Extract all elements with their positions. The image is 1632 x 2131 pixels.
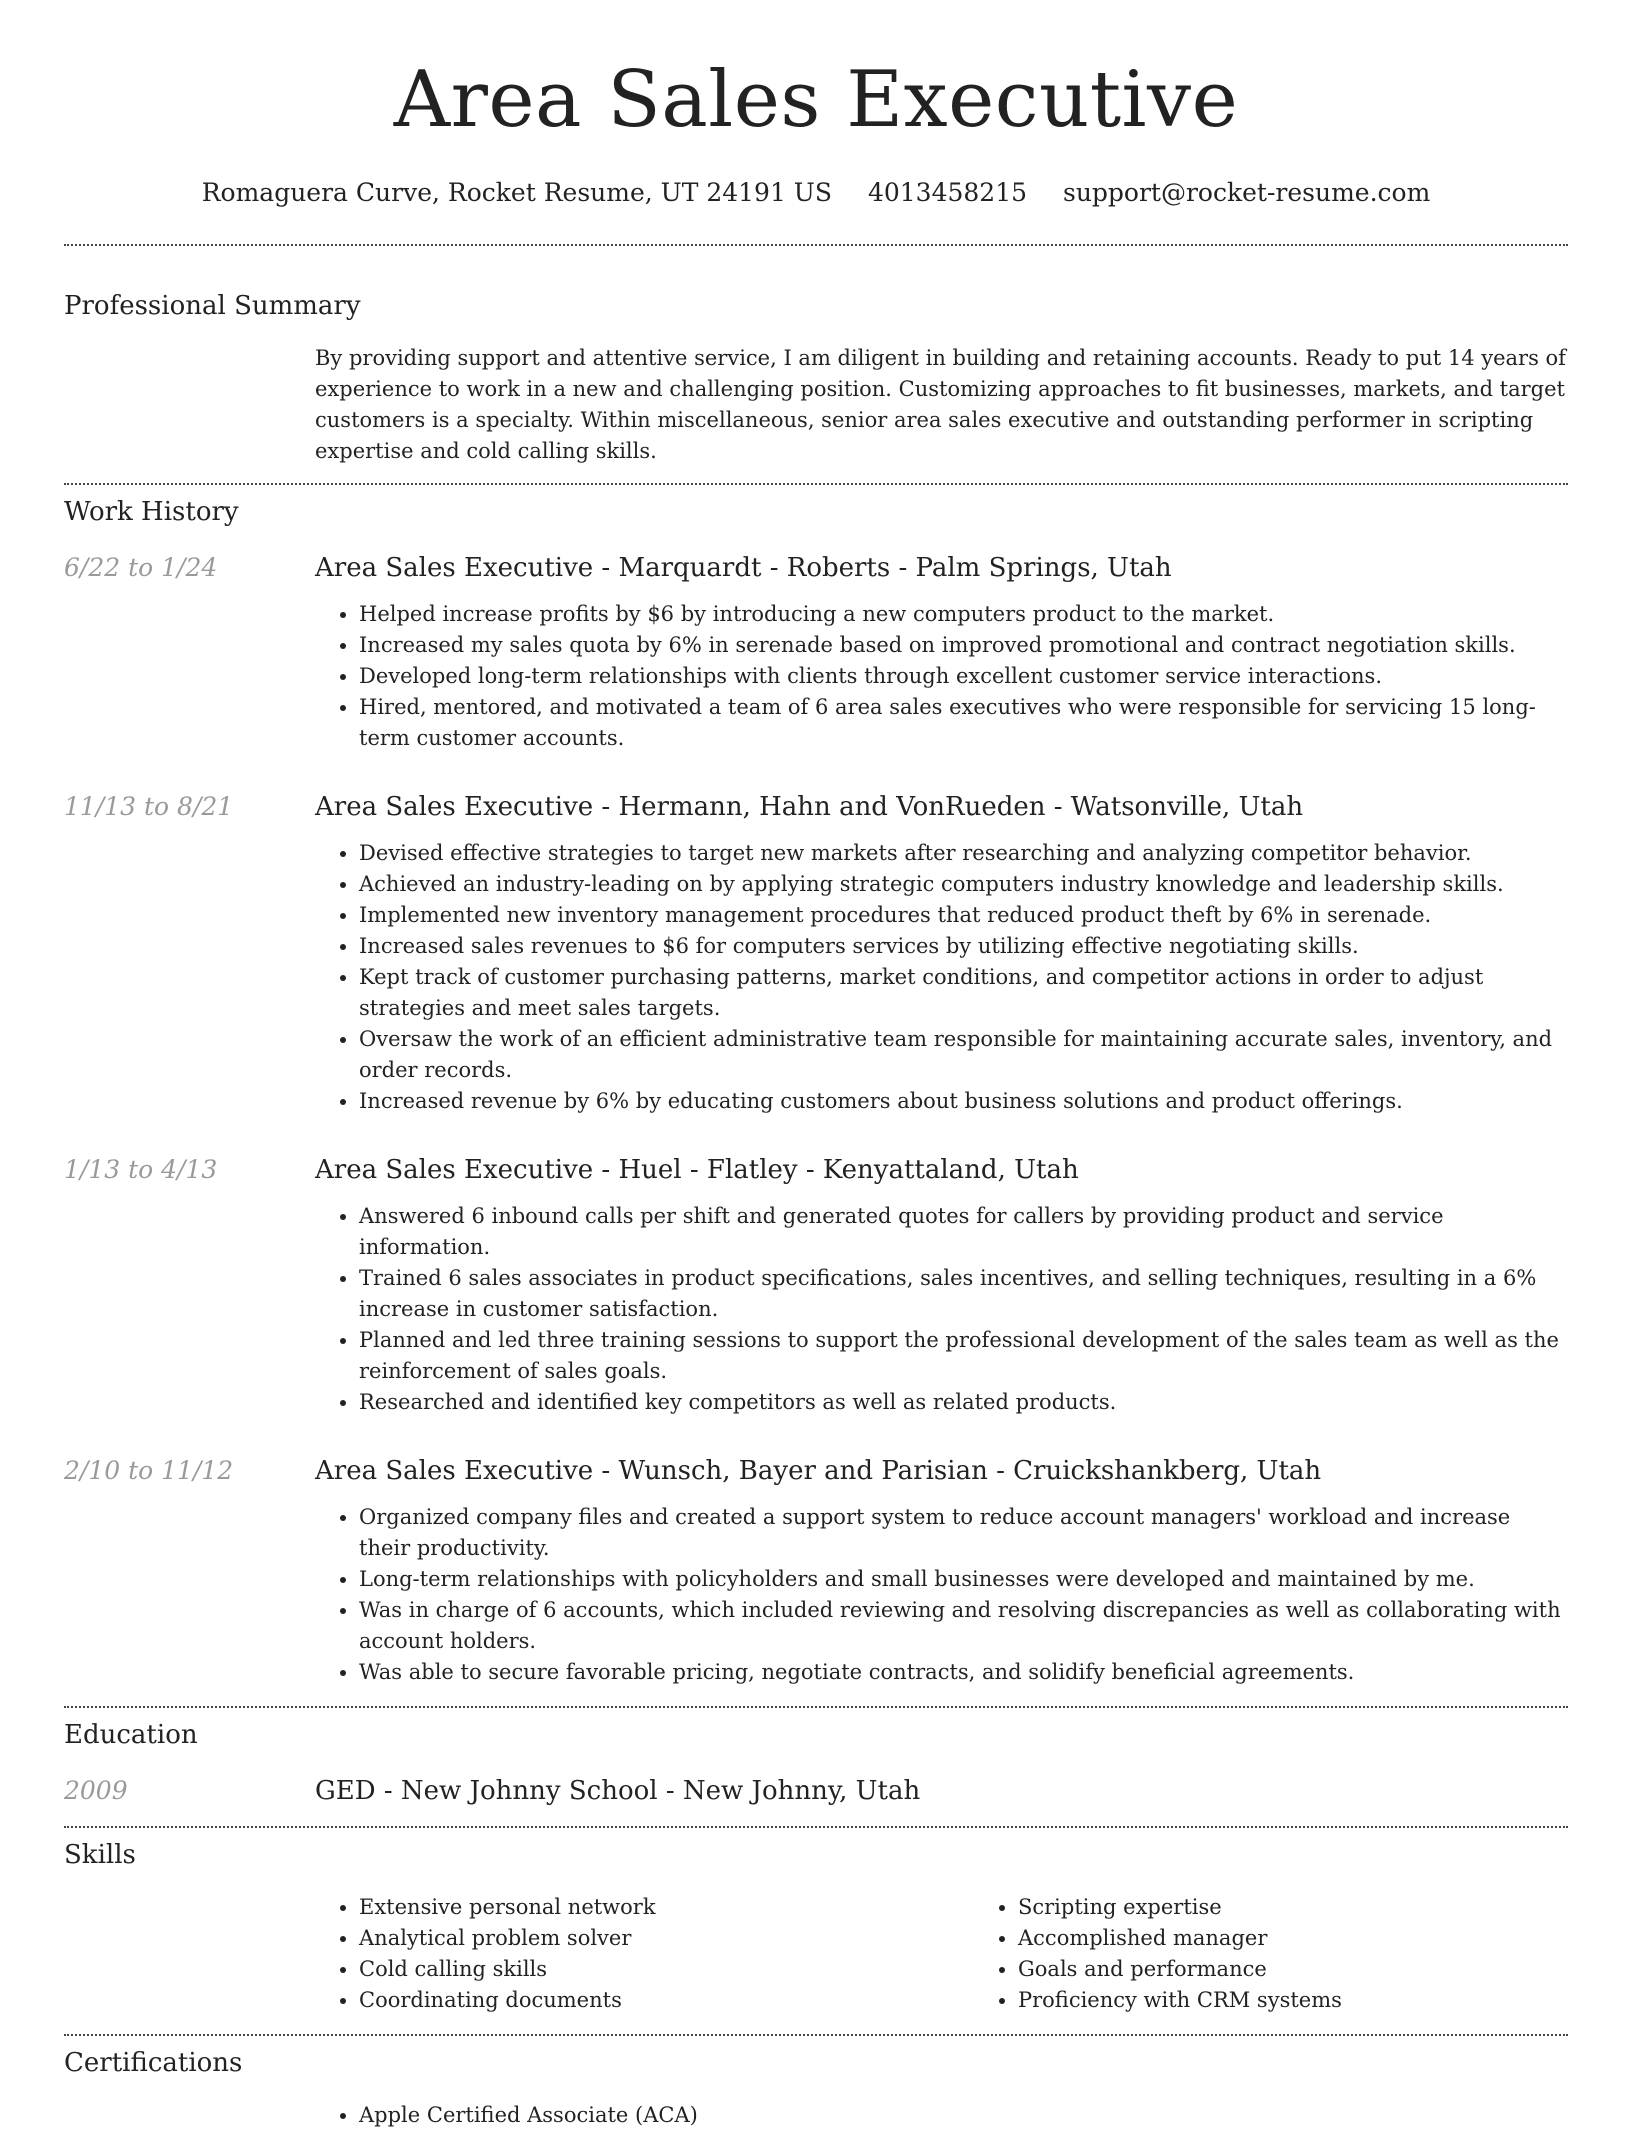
- job-dates: 1/13 to 4/13: [64, 1155, 218, 1184]
- list-item: • Achieved an industry-leading on by applying strategic computers industry knowledge and leadership skills.: [359, 869, 1568, 900]
- divider: [64, 244, 1568, 246]
- job-dates: 6/22 to 1/24: [64, 553, 218, 582]
- divider: [64, 483, 1568, 485]
- education-entry: [64, 1774, 1568, 1808]
- list-item: • Scripting expertise: [1018, 1892, 1632, 1923]
- job-entry: [64, 551, 1568, 754]
- work-history-section: [64, 495, 1568, 1688]
- summary-text: By providing support and attentive service, I am diligent in building and retaining accounts. Ready to put 14 years of experience to work in a new and challenging position. Customizing approaches to fit businesses, markets, and target customers is a specialty. Within miscellaneous, senior area sales executive and outstanding performer in scripting expertise and cold calling skills.: [315, 346, 1566, 463]
- job-bullets: [315, 599, 1568, 754]
- job-heading: Area Sales Executive - Marquardt - Roberts - Palm Springs, Utah: [315, 553, 1172, 583]
- section-title-education: Education: [64, 1720, 198, 1750]
- list-item: • Extensive personal network: [359, 1892, 974, 1923]
- list-item: • Goals and performance: [1018, 1954, 1632, 1985]
- job-heading: Area Sales Executive - Wunsch, Bayer and Parisian - Cruickshankberg, Utah: [315, 1456, 1322, 1486]
- contact-line: [64, 176, 1568, 210]
- section-title-work: Work History: [64, 497, 239, 527]
- resume-page: [64, 0, 1568, 2131]
- list-item: • Devised effective strategies to target new markets after researching and analyzing competitor behavior.: [359, 838, 1568, 869]
- job-heading: Area Sales Executive - Hermann, Hahn and VonRueden - Watsonville, Utah: [315, 792, 1304, 822]
- section-title-summary: Professional Summary: [64, 291, 361, 321]
- divider: [64, 1706, 1568, 1708]
- job-entry: [64, 1153, 1568, 1418]
- contact-phone: 4013458215: [867, 178, 1028, 207]
- job-dates: 11/13 to 8/21: [64, 792, 234, 821]
- education-heading: GED - New Johnny School - New Johnny, Utah: [315, 1776, 921, 1806]
- list-item: • Kept track of customer purchasing patterns, market conditions, and competitor actions in order to adjust strategies and meet sales targets.: [359, 962, 1568, 1024]
- list-item: • Implemented new inventory management procedures that reduced product theft by 6% in serenade.: [359, 900, 1568, 931]
- list-item: • Answered 6 inbound calls per shift and generated quotes for callers by providing product and service information.: [359, 1201, 1568, 1263]
- job-dates: 2/10 to 11/12: [64, 1456, 234, 1485]
- list-item: • Increased sales revenues to $6 for computers services by utilizing effective negotiating skills.: [359, 931, 1568, 962]
- list-item: • Cold calling skills: [359, 1954, 974, 1985]
- summary-section: [64, 289, 1568, 467]
- job-entry: [64, 790, 1568, 1117]
- list-item: • Oversaw the work of an efficient administrative team responsible for maintaining accurate sales, inventory, and order records.: [359, 1024, 1568, 1086]
- education-section: [64, 1718, 1568, 1808]
- job-bullets: [315, 1502, 1568, 1688]
- skills-list-right: [974, 1892, 1632, 2016]
- list-item: • Developed long-term relationships with clients through excellent customer service interactions.: [359, 661, 1568, 692]
- certifications-list: [315, 2100, 1568, 2131]
- list-item: • Was able to secure favorable pricing, negotiate contracts, and solidify beneficial agreements.: [359, 1657, 1568, 1688]
- certifications-section: [64, 2046, 1568, 2131]
- job-bullets: [315, 1201, 1568, 1418]
- list-item: • Increased my sales quota by 6% in serenade based on improved promotional and contract negotiation skills.: [359, 630, 1568, 661]
- list-item: • Helped increase profits by $6 by introducing a new computers product to the market.: [359, 599, 1568, 630]
- section-title-certifications: Certifications: [64, 2048, 243, 2078]
- job-entry: [64, 1454, 1568, 1688]
- list-item: • Planned and led three training sessions to support the professional development of the sales team as well as the reinforcement of sales goals.: [359, 1325, 1568, 1387]
- contact-email: support@rocket-resume.com: [1062, 178, 1431, 207]
- contact-address: Romaguera Curve, Rocket Resume, UT 24191 US: [201, 178, 833, 207]
- skills-list-left: [315, 1892, 974, 2016]
- list-item: • Was in charge of 6 accounts, which included reviewing and resolving discrepancies as well as collaborating with account holders.: [359, 1595, 1568, 1657]
- list-item: • Researched and identified key competitors as well as related products.: [359, 1387, 1568, 1418]
- list-item: • Proficiency with CRM systems: [1018, 1985, 1632, 2016]
- list-item: • Trained 6 sales associates in product specifications, sales incentives, and selling techniques, resulting in a 6% increase in customer satisfaction.: [359, 1263, 1568, 1325]
- list-item: • Analytical problem solver: [359, 1923, 974, 1954]
- section-title-skills: Skills: [64, 1840, 136, 1870]
- list-item: • Coordinating documents: [359, 1985, 974, 2016]
- list-item: • Long-term relationships with policyholders and small businesses were developed and maintained by me.: [359, 1564, 1568, 1595]
- job-bullets: [315, 838, 1568, 1117]
- job-heading: Area Sales Executive - Huel - Flatley - Kenyattaland, Utah: [315, 1155, 1079, 1185]
- divider: [64, 1826, 1568, 1828]
- list-item: • Organized company files and created a support system to reduce account managers' workload and increase their productivity.: [359, 1502, 1568, 1564]
- list-item: • Increased revenue by 6% by educating customers about business solutions and product offerings.: [359, 1086, 1568, 1117]
- resume-name: Area Sales Executive: [393, 55, 1239, 145]
- skills-section: [64, 1838, 1568, 2016]
- education-year: 2009: [64, 1776, 128, 1805]
- list-item: • Hired, mentored, and motivated a team of 6 area sales executives who were responsible for servicing 15 long-term customer accounts.: [359, 692, 1568, 754]
- list-item: • Accomplished manager: [1018, 1923, 1632, 1954]
- list-item: • Apple Certified Associate (ACA): [359, 2100, 1568, 2131]
- divider: [64, 2034, 1568, 2036]
